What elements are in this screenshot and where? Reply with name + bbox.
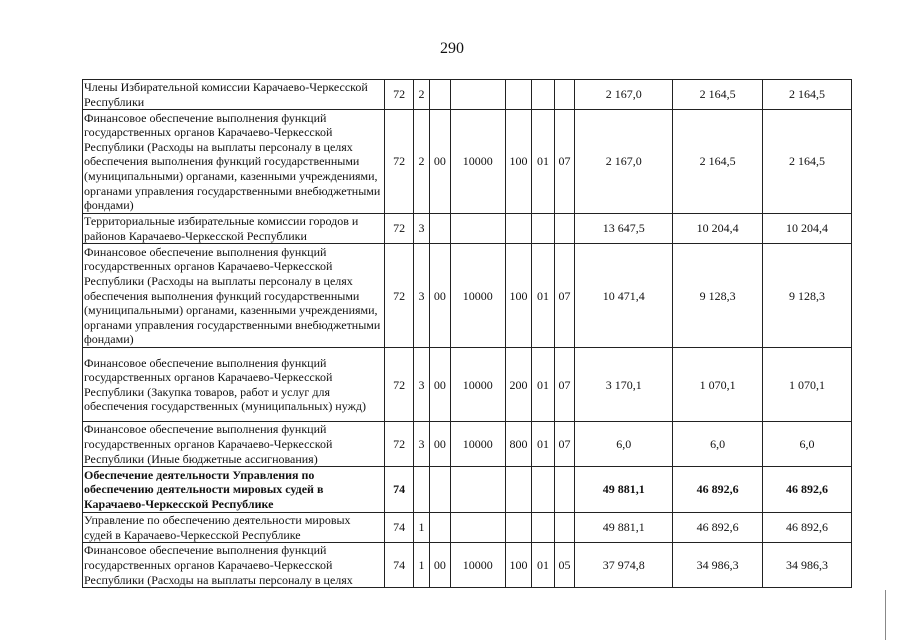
expense-type-cell <box>505 214 532 244</box>
direction-code-cell: 10000 <box>450 543 505 588</box>
table-body <box>83 80 852 588</box>
direction-code-cell <box>450 80 505 110</box>
expense-type-cell: 100 <box>505 110 532 214</box>
amount-year1-cell: 2 167,0 <box>575 80 673 110</box>
amount-year2-cell: 2 164,5 <box>673 110 763 214</box>
table-row <box>83 348 852 422</box>
section-code-cell: 01 <box>532 348 554 422</box>
expense-name-cell: Обеспечение деятельности Управления по обеспечению деятельности мировых судей в Карачаево-Черкесской Республике <box>83 467 385 513</box>
budget-table <box>82 79 852 588</box>
table-row <box>83 244 852 348</box>
table-row <box>83 110 852 214</box>
program-code-cell <box>413 467 429 513</box>
amount-year1-cell: 37 974,8 <box>575 543 673 588</box>
amount-year3-cell: 9 128,3 <box>763 244 852 348</box>
ministry-code-cell: 74 <box>385 543 414 588</box>
amount-year2-cell: 9 128,3 <box>673 244 763 348</box>
table-row <box>83 467 852 513</box>
amount-year3-cell: 1 070,1 <box>763 348 852 422</box>
ministry-code-cell: 74 <box>385 513 414 543</box>
subsection-code-cell: 07 <box>554 244 574 348</box>
table-row <box>83 513 852 543</box>
expense-type-cell <box>505 467 532 513</box>
ministry-code-cell: 74 <box>385 467 414 513</box>
table-row <box>83 214 852 244</box>
subsection-code-cell <box>554 513 574 543</box>
ministry-code-cell: 72 <box>385 80 414 110</box>
amount-year3-cell: 2 164,5 <box>763 110 852 214</box>
subprogram-code-cell <box>430 214 450 244</box>
amount-year2-cell: 46 892,6 <box>673 467 763 513</box>
direction-code-cell <box>450 513 505 543</box>
expense-type-cell <box>505 80 532 110</box>
expense-name-cell: Финансовое обеспечение выполнения функций государственных органов Карачаево-Черкесской Республики (Закупка товаров, работ и услуг для обеспечения государственных (муниципальных) нужд) <box>83 348 385 422</box>
subprogram-code-cell: 00 <box>430 422 450 467</box>
expense-name-cell: Финансовое обеспечение выполнения функций государственных органов Карачаево-Черкесской Республики (Иные бюджетные ассигнования) <box>83 422 385 467</box>
section-code-cell <box>532 513 554 543</box>
amount-year2-cell: 2 164,5 <box>673 80 763 110</box>
expense-type-cell: 100 <box>505 543 532 588</box>
amount-year3-cell: 10 204,4 <box>763 214 852 244</box>
amount-year2-cell: 6,0 <box>673 422 763 467</box>
section-code-cell: 01 <box>532 422 554 467</box>
amount-year3-cell: 6,0 <box>763 422 852 467</box>
section-code-cell <box>532 80 554 110</box>
amount-year1-cell: 2 167,0 <box>575 110 673 214</box>
subprogram-code-cell: 00 <box>430 110 450 214</box>
program-code-cell: 3 <box>413 348 429 422</box>
subsection-code-cell <box>554 467 574 513</box>
ministry-code-cell: 72 <box>385 244 414 348</box>
subsection-code-cell: 07 <box>554 348 574 422</box>
amount-year2-cell: 34 986,3 <box>673 543 763 588</box>
program-code-cell: 2 <box>413 80 429 110</box>
table-row <box>83 422 852 467</box>
table-row <box>83 80 852 110</box>
program-code-cell: 3 <box>413 214 429 244</box>
program-code-cell: 3 <box>413 422 429 467</box>
section-code-cell: 01 <box>532 244 554 348</box>
direction-code-cell <box>450 467 505 513</box>
direction-code-cell <box>450 214 505 244</box>
page-edge-line <box>885 590 886 640</box>
subsection-code-cell: 07 <box>554 110 574 214</box>
amount-year1-cell: 10 471,4 <box>575 244 673 348</box>
expense-type-cell: 200 <box>505 348 532 422</box>
amount-year1-cell: 13 647,5 <box>575 214 673 244</box>
ministry-code-cell: 72 <box>385 422 414 467</box>
section-code-cell: 01 <box>532 543 554 588</box>
program-code-cell: 1 <box>413 543 429 588</box>
expense-type-cell: 100 <box>505 244 532 348</box>
amount-year3-cell: 2 164,5 <box>763 80 852 110</box>
expense-name-cell: Финансовое обеспечение выполнения функций государственных органов Карачаево-Черкесской Республики (Расходы на выплаты персоналу в целях обеспечения выполнения функций государственными (муниципальными) органами, казенными учреждениями, органами управления государственными внебюджетными фондами) <box>83 244 385 348</box>
expense-name-cell: Финансовое обеспечение выполнения функций государственных органов Карачаево-Черкесской Республики (Расходы на выплаты персоналу в целях <box>83 543 385 588</box>
section-code-cell: 01 <box>532 110 554 214</box>
section-code-cell <box>532 214 554 244</box>
subprogram-code-cell <box>430 80 450 110</box>
amount-year3-cell: 46 892,6 <box>763 467 852 513</box>
direction-code-cell: 10000 <box>450 244 505 348</box>
table-row <box>83 543 852 588</box>
ministry-code-cell: 72 <box>385 348 414 422</box>
expense-name-cell: Территориальные избирательные комиссии городов и районов Карачаево-Черкесской Республики <box>83 214 385 244</box>
page-number: 290 <box>440 40 464 57</box>
subsection-code-cell: 07 <box>554 422 574 467</box>
amount-year2-cell: 10 204,4 <box>673 214 763 244</box>
amount-year1-cell: 49 881,1 <box>575 513 673 543</box>
amount-year3-cell: 34 986,3 <box>763 543 852 588</box>
subprogram-code-cell: 00 <box>430 348 450 422</box>
amount-year1-cell: 49 881,1 <box>575 467 673 513</box>
amount-year2-cell: 46 892,6 <box>673 513 763 543</box>
subsection-code-cell <box>554 80 574 110</box>
subprogram-code-cell: 00 <box>430 244 450 348</box>
direction-code-cell: 10000 <box>450 422 505 467</box>
ministry-code-cell: 72 <box>385 214 414 244</box>
section-code-cell <box>532 467 554 513</box>
direction-code-cell: 10000 <box>450 110 505 214</box>
subsection-code-cell: 05 <box>554 543 574 588</box>
amount-year1-cell: 3 170,1 <box>575 348 673 422</box>
subprogram-code-cell <box>430 513 450 543</box>
expense-type-cell <box>505 513 532 543</box>
amount-year3-cell: 46 892,6 <box>763 513 852 543</box>
expense-type-cell: 800 <box>505 422 532 467</box>
expense-name-cell: Члены Избирательной комиссии Карачаево-Черкесской Республики <box>83 80 385 110</box>
expense-name-cell: Финансовое обеспечение выполнения функций государственных органов Карачаево-Черкесской Республики (Расходы на выплаты персоналу в целях обеспечения выполнения функций государственными (муниципальными) органами, казенными учреждениями, органами управления государственными внебюджетными фондами) <box>83 110 385 214</box>
amount-year1-cell: 6,0 <box>575 422 673 467</box>
expense-name-cell: Управление по обеспечению деятельности мировых судей в Карачаево-Черкесской Республике <box>83 513 385 543</box>
program-code-cell: 3 <box>413 244 429 348</box>
subsection-code-cell <box>554 214 574 244</box>
ministry-code-cell: 72 <box>385 110 414 214</box>
amount-year2-cell: 1 070,1 <box>673 348 763 422</box>
subprogram-code-cell <box>430 467 450 513</box>
direction-code-cell: 10000 <box>450 348 505 422</box>
program-code-cell: 1 <box>413 513 429 543</box>
program-code-cell: 2 <box>413 110 429 214</box>
subprogram-code-cell: 00 <box>430 543 450 588</box>
